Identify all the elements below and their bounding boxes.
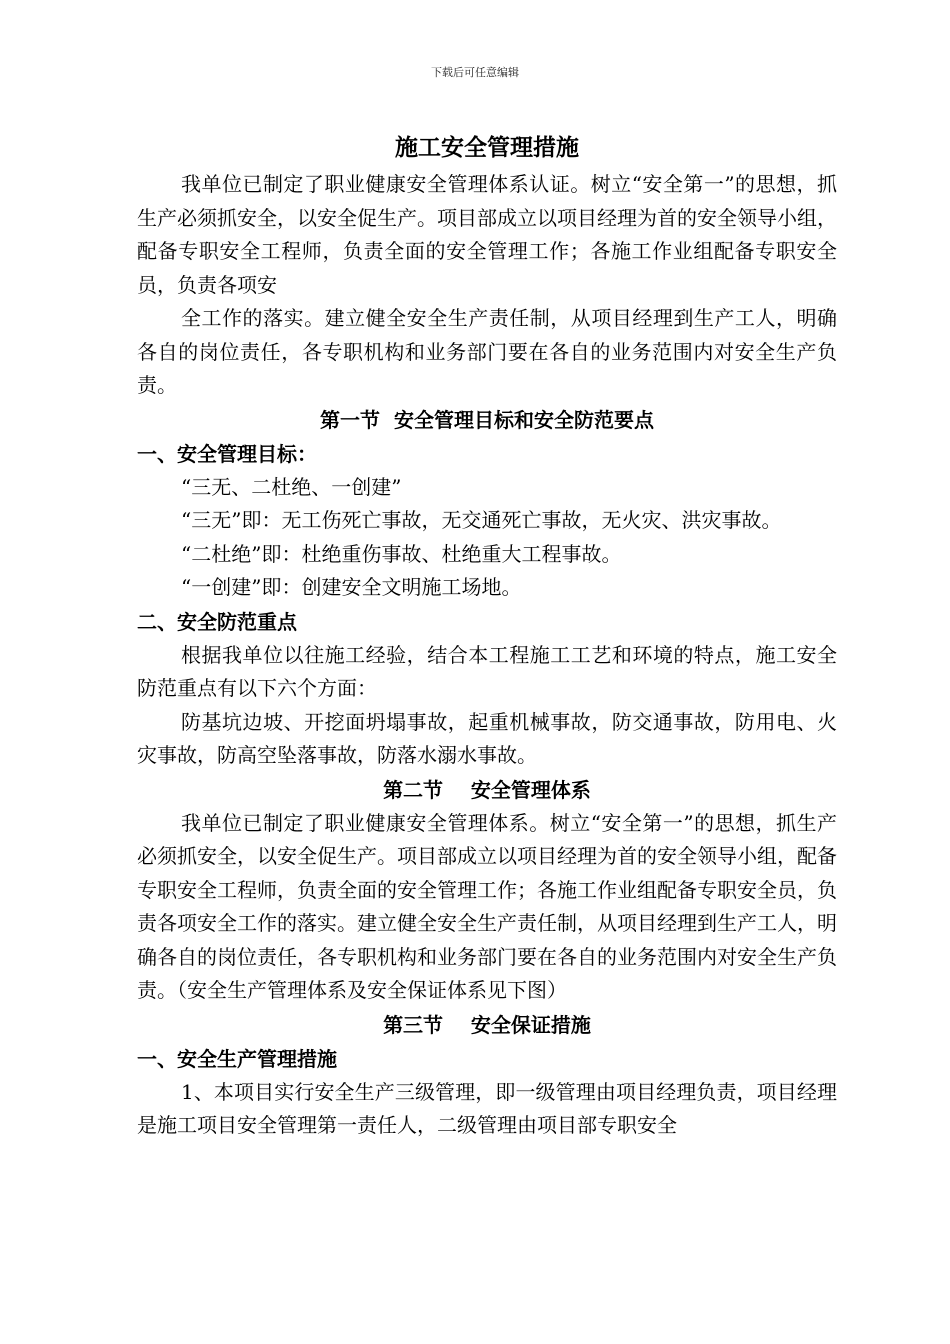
section-1-title: 第一节 安全管理目标和安全防范要点 — [320, 407, 654, 432]
section-3-sub-1-title: 一、安全生产管理措施 — [137, 1046, 337, 1071]
intro-paragraph-1: 我单位已制定了职业健康安全管理体系认证。树立“安全第一”的思想，抓生产必须抓安全，以安全促生产。项目部成立以项目经理为首的安全领导小组，配备专职安全工程师，负责全面的安全管理工作；各施工作业组配备专职安全员，负责各项安 — [137, 172, 837, 297]
section-3-title: 第三节 安全保证措施 — [383, 1012, 591, 1037]
goal-item-2: “三无”即：无工伤死亡事故，无交通死亡事故，无火灾、洪灾事故。 — [181, 508, 782, 532]
system-paragraph: 我单位已制定了职业健康安全管理体系。树立“安全第一”的思想，抓生产必须抓安全，以安全促生产。项目部成立以项目经理为首的安全领导小组，配备专职安全工程师，负责全面的安全管理工作；各施工作业组配备专职安全员，负责各项安全工作的落实。建立健全安全生产责任制，从项目经理到生产工人，明确各自的岗位责任，各专职机构和业务部门要在各自的业务范围内对安全生产负责。（安全生产管理体系及安全保证体系见下图） — [137, 810, 837, 1002]
document-title: 施工安全管理措施 — [395, 134, 579, 161]
prevention-paragraph-1: 根据我单位以往施工经验，结合本工程施工工艺和环境的特点，施工安全防范重点有以下六个方面： — [137, 642, 837, 700]
document-body — [137, 128, 837, 1143]
section-1-sub-1-title: 一、安全管理目标： — [137, 441, 317, 466]
intro-paragraph-2: 全工作的落实。建立健全安全生产责任制，从项目经理到生产工人，明确各自的岗位责任，各专职机构和业务部门要在各自的业务范围内对安全生产负责。 — [137, 306, 837, 397]
goal-item-1: “三无、二杜绝、一创建” — [181, 474, 402, 499]
goal-item-3: “二杜绝”即：杜绝重伤事故、杜绝重大工程事故。 — [181, 541, 622, 566]
goal-item-4: “一创建”即：创建安全文明施工场地。 — [181, 575, 522, 599]
section-1-sub-2-title: 二、安全防范重点 — [137, 609, 297, 634]
measures-paragraph-1: 1、本项目实行安全生产三级管理，即一级管理由项目经理负责，项目经理是施工项目安全管理第一责任人，二级管理由项目部专职安全 — [137, 1079, 837, 1137]
section-2-title: 第二节 安全管理体系 — [383, 777, 591, 802]
header-note: 下载后可任意编辑 — [431, 66, 519, 79]
prevention-paragraph-2: 防基坑边坡、开挖面坍塌事故，起重机械事故，防交通事故，防用电、火灾事故，防高空坠落事故，防落水溺水事故。 — [137, 709, 837, 767]
